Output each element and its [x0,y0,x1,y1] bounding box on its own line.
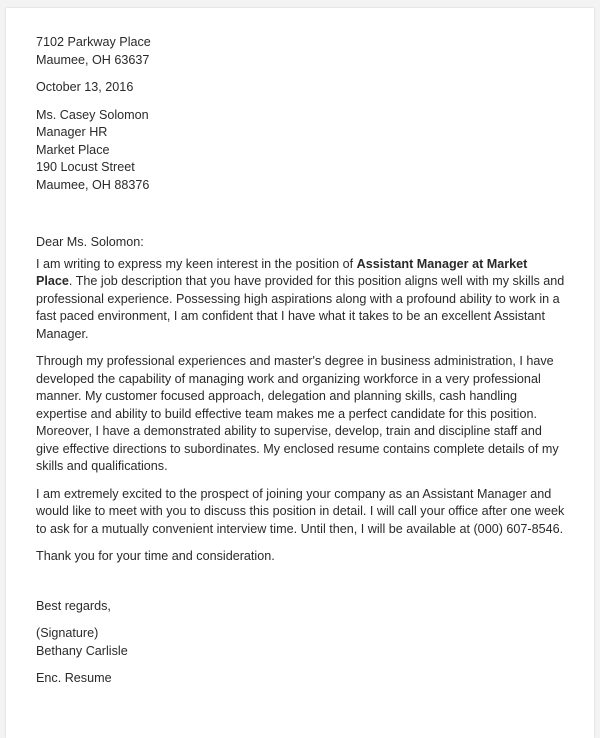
enclosure-note: Enc. Resume [36,671,112,685]
sender-address [36,34,566,69]
recipient-street: 190 Locust Street [36,160,135,174]
letter-body [36,34,566,688]
sender-city: Maumee, OH 63637 [36,52,150,67]
signature-placeholder: (Signature) [36,626,99,640]
closing: Best regards, [36,598,111,613]
paragraph-2: Through my professional experiences and master's degree in business administration, I have developed the capability of managing work and organizing workforce in a very professional manner. My customer focused approach, delegation and planning skills, cash handling expertise and ability to build effective team makes me a perfect candidate for this position. Moreover, I have a demonstrated ability to supervise, develop, train and discipline staff and give effective directions to subordinates. My enclosed resume contains complete details of my skills and qualifications. [36,354,559,473]
paragraph-1-before: I am writing to express my keen interest in the position of [36,256,357,271]
paragraph-4: Thank you for your time and consideration. [36,549,275,563]
recipient-title: Manager HR [36,125,108,139]
letter-date: October 13, 2016 [36,80,134,94]
recipient-address [36,107,566,195]
paragraph-1 [36,256,566,344]
salutation: Dear Ms. Solomon: [36,235,144,249]
recipient-company: Market Place [36,142,110,157]
letter-page [6,8,594,738]
position-title: Assistant Manager at Market Place [36,256,528,288]
paragraph-1-after: . The job description that you have provided for this position aligns well with my skills and professional experience. Possessing high aspirations along with a profound ability to work in a fast paced environment, I am confident that I have what it takes to be an excellent Assistant Manager. [36,274,565,341]
recipient-city: Maumee, OH 88376 [36,177,150,192]
recipient-name: Ms. Casey Solomon [36,107,149,122]
signer-name: Bethany Carlisle [36,643,128,658]
sender-street: 7102 Parkway Place [36,35,151,49]
paragraph-3: I am extremely excited to the prospect of joining your company as an Assistant Manager and would like to meet with you to discuss this position in detail. I will call your office after one week to ask for a mutually convenient interview time. Until then, I will be available at (000) 607-8546. [36,486,565,536]
